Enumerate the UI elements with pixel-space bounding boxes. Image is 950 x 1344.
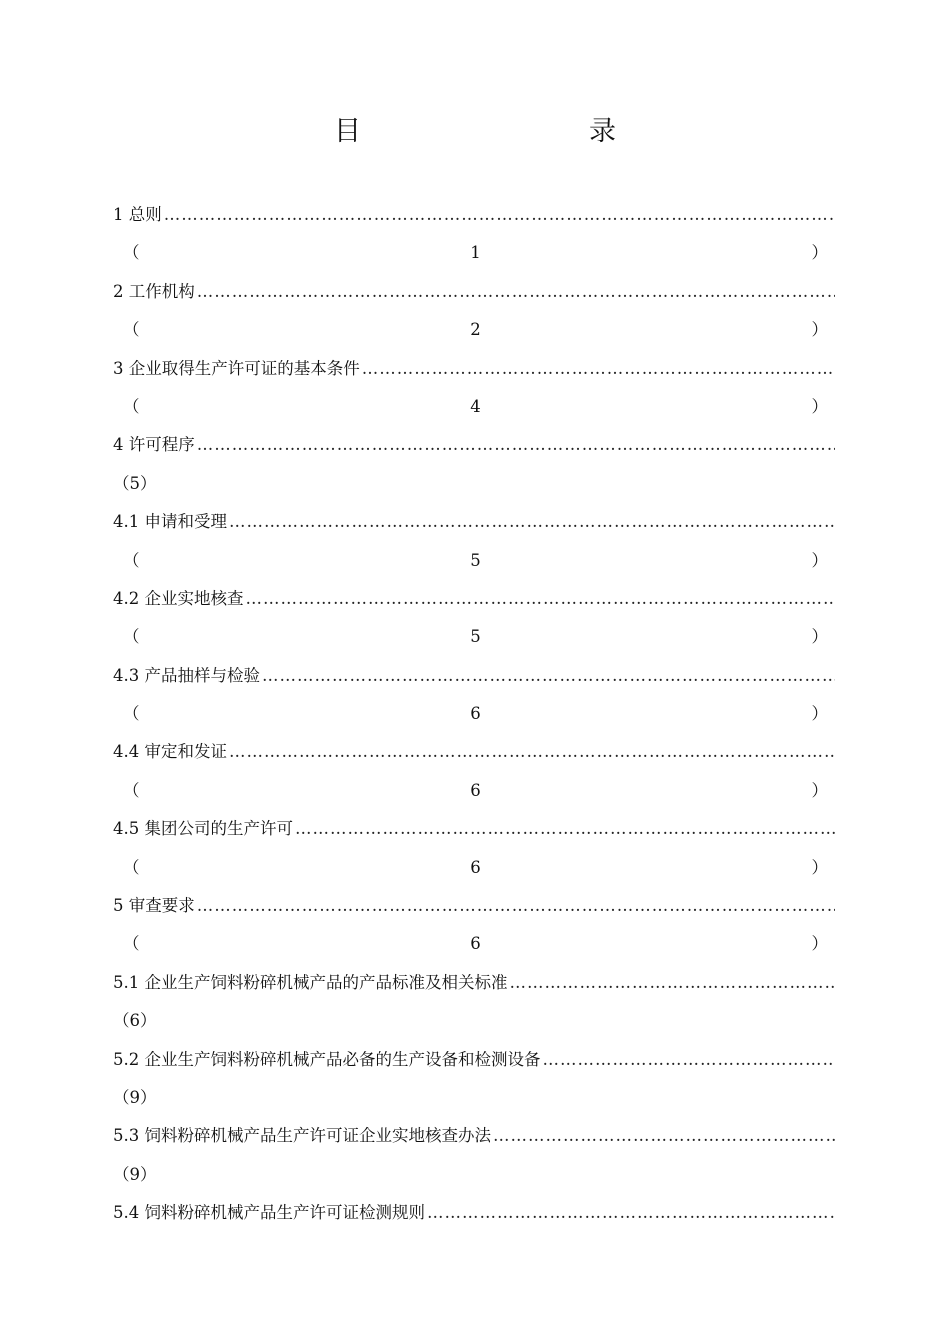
toc-entry[interactable] xyxy=(113,1041,835,1079)
close-paren: ） xyxy=(811,243,828,263)
toc-page-number: （5） xyxy=(113,473,157,493)
toc-entry-label: 4.1 申请和受理 xyxy=(113,512,227,532)
toc-page-number: （6） xyxy=(113,1011,157,1031)
toc-entry[interactable] xyxy=(113,350,835,388)
open-paren: （ xyxy=(123,627,140,647)
toc-page-number: 6 xyxy=(470,934,481,954)
dot-leader xyxy=(510,964,836,1002)
dot-leader xyxy=(246,580,836,618)
toc-entry-label: 2 工作机构 xyxy=(113,281,195,301)
open-paren: （ xyxy=(123,243,140,263)
dot-leader xyxy=(493,1117,835,1155)
toc-page-number-row xyxy=(113,849,835,887)
table-of-contents xyxy=(113,196,835,1233)
toc-page-number: （9） xyxy=(113,1087,157,1107)
toc-page-number: （9） xyxy=(113,1164,157,1184)
close-paren: ） xyxy=(811,857,828,877)
toc-entry[interactable] xyxy=(113,196,835,234)
close-paren: ） xyxy=(811,320,828,340)
close-paren: ） xyxy=(811,934,828,954)
close-paren: ） xyxy=(811,396,828,416)
toc-page-number: 2 xyxy=(470,320,481,340)
toc-entry[interactable] xyxy=(113,503,835,541)
toc-entry-label: 5.2 企业生产饲料粉碎机械产品必备的生产设备和检测设备 xyxy=(113,1049,541,1069)
toc-entry-label: 5.1 企业生产饲料粉碎机械产品的产品标准及相关标准 xyxy=(113,972,508,992)
close-paren: ） xyxy=(811,704,828,724)
toc-page-number-row xyxy=(113,772,835,810)
close-paren: ） xyxy=(811,627,828,647)
toc-page-number: 5 xyxy=(470,550,481,570)
toc-entry-label: 5.4 饲料粉碎机械产品生产许可证检测规则 xyxy=(113,1203,425,1223)
dot-leader xyxy=(229,503,835,541)
toc-page-number-row xyxy=(113,311,835,349)
toc-page-number: 6 xyxy=(470,780,481,800)
toc-page-number-row xyxy=(113,234,835,272)
open-paren: （ xyxy=(123,704,140,724)
open-paren: （ xyxy=(123,320,140,340)
toc-page-number-row xyxy=(113,925,835,963)
close-paren: ） xyxy=(811,550,828,570)
open-paren: （ xyxy=(123,396,140,416)
dot-leader xyxy=(427,1194,835,1232)
toc-entry[interactable] xyxy=(113,887,835,925)
dot-leader xyxy=(197,887,835,925)
dot-leader xyxy=(229,733,835,771)
page-title: 目 录 xyxy=(334,116,674,147)
dot-leader xyxy=(295,810,835,848)
toc-entry[interactable] xyxy=(113,1117,835,1155)
toc-entry[interactable] xyxy=(113,657,835,695)
toc-page-number: 6 xyxy=(470,857,481,877)
toc-entry-label: 5 审查要求 xyxy=(113,896,195,916)
dot-leader xyxy=(262,657,835,695)
dot-leader xyxy=(543,1041,836,1079)
toc-entry-label: 5.3 饲料粉碎机械产品生产许可证企业实地核查办法 xyxy=(113,1126,491,1146)
toc-page-number: 5 xyxy=(470,627,481,647)
dot-leader xyxy=(197,273,835,311)
toc-page-number: 6 xyxy=(470,704,481,724)
toc-entry[interactable] xyxy=(113,964,835,1002)
toc-entry[interactable] xyxy=(113,733,835,771)
open-paren: （ xyxy=(123,934,140,954)
dot-leader xyxy=(362,350,835,388)
open-paren: （ xyxy=(123,550,140,570)
toc-entry[interactable] xyxy=(113,810,835,848)
close-paren: ） xyxy=(811,780,828,800)
toc-entry[interactable] xyxy=(113,580,835,618)
toc-entry-label: 4.5 集团公司的生产许可 xyxy=(113,819,293,839)
toc-page-number-row xyxy=(113,618,835,656)
toc-page-number-row xyxy=(113,695,835,733)
toc-entry-label: 3 企业取得生产许可证的基本条件 xyxy=(113,358,360,378)
toc-entry[interactable] xyxy=(113,426,835,464)
toc-entry-label: 4 许可程序 xyxy=(113,435,195,455)
open-paren: （ xyxy=(123,780,140,800)
toc-entry-label: 1 总则 xyxy=(113,205,162,224)
open-paren: （ xyxy=(123,857,140,877)
dot-leader xyxy=(164,196,835,234)
toc-page-number: 1 xyxy=(470,243,481,263)
toc-entry-label: 4.2 企业实地核查 xyxy=(113,588,244,608)
toc-entry-label: 4.4 审定和发证 xyxy=(113,742,227,762)
toc-entry[interactable] xyxy=(113,273,835,311)
toc-page-number-row xyxy=(113,388,835,426)
toc-entry-label: 4.3 产品抽样与检验 xyxy=(113,665,260,685)
toc-entry[interactable] xyxy=(113,1194,835,1232)
dot-leader xyxy=(197,426,835,464)
toc-page-number: 4 xyxy=(470,396,481,416)
toc-page-number-row xyxy=(113,542,835,580)
